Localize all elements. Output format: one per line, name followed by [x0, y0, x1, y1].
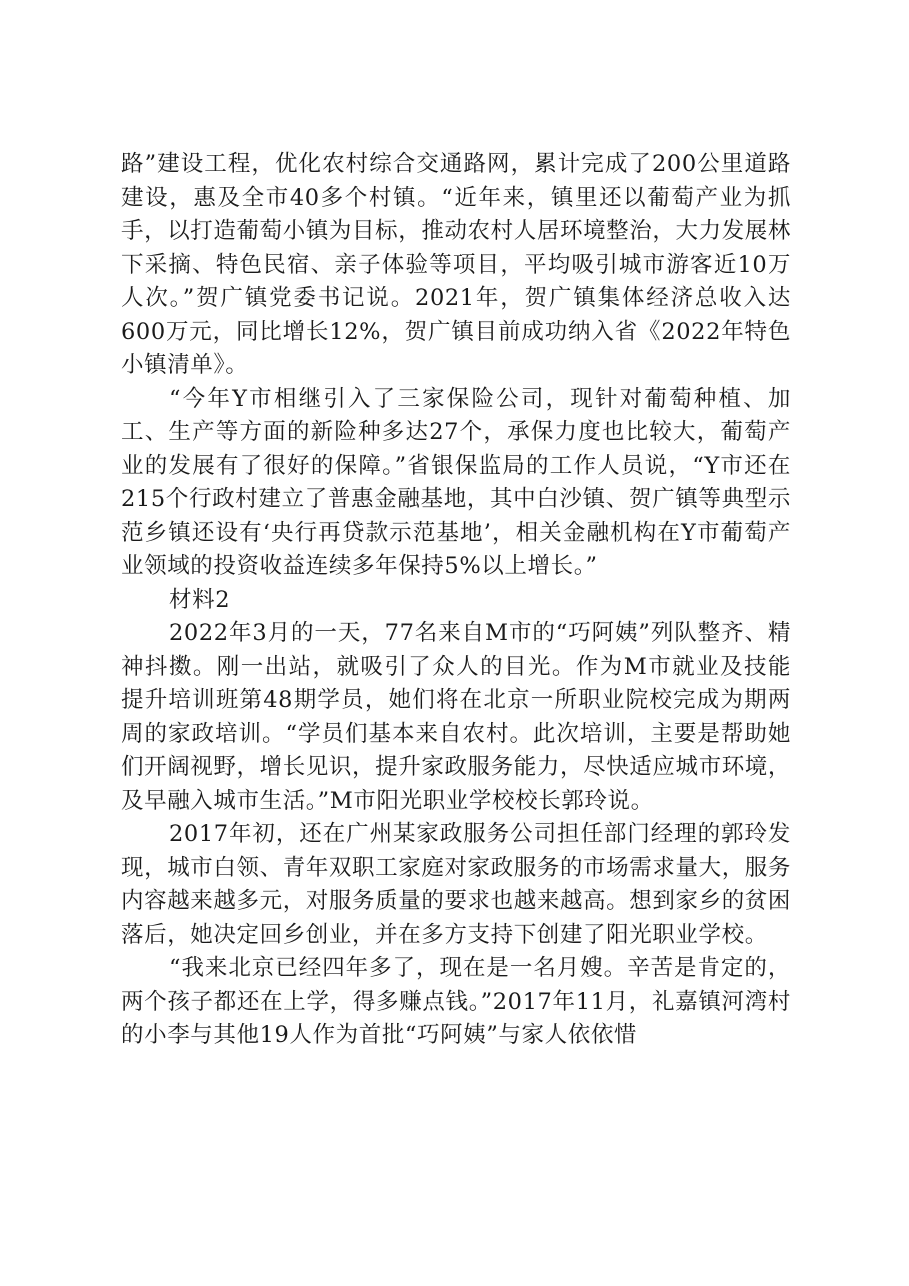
paragraph-guo-ling-startup: 2017年初，还在广州某家政服务公司担任部门经理的郭玲发现，城市白领、青年双职工家庭对家政服务的市场需求量大，服务内容越来越多元，对服务质量的要求也越来越高。想到家乡的贫困落后，她决定回乡创业，并在多方支持下创建了阳光职业学校。 [121, 821, 791, 948]
paragraph-insurance: “今年Y市相继引入了三家保险公司，现针对葡萄种植、加工、生产等方面的新险种多达27个，承保力度也比较大，葡萄产业的发展有了很好的保障。”省银保监局的工作人员说，“Y市还在215个行政村建立了普惠金融基地，其中白沙镇、贺广镇等典型示范乡镇还设有‘央行再贷款示范基地’，相关金融机构在Y市葡萄产业领域的投资收益连续多年保持5%以上增长。” [121, 385, 791, 579]
paragraph-xiao-li-quote: “我来北京已经四年多了，现在是一名月嫂。辛苦是肯定的，两个孩子都还在上学，得多赚点钱。”2017年11月，礼嘉镇河湾村的小李与其他19人作为首批“巧阿姨”与家人依依惜 [121, 955, 791, 1048]
paragraph-qiao-ayi-training: 2022年3月的一天，77名来自M市的“巧阿姨”列队整齐、精神抖擞。刚一出站，就吸引了众人的目光。作为M市就业及技能提升培训班第48期学员，她们将在北京一所职业院校完成为期两周的家政培训。“学员们基本来自农村。此次培训，主要是帮助她们开阔视野，增长见识，提升家政服务能力，尽快适应城市环境，及早融入城市生活。”M市阳光职业学校校长郭玲说。 [121, 620, 791, 814]
section-heading-material-2: 材料2 [169, 586, 231, 613]
paragraph-rural-roads: 路”建设工程，优化农村综合交通路网，累计完成了200公里道路建设，惠及全市40多个村镇。“近年来，镇里还以葡萄产业为抓手，以打造葡萄小镇为目标，推动农村人居环境整治，大力发展林下采摘、特色民宿、亲子体验等项目，平均吸引城市游客近10万人次。”贺广镇党委书记说。2021年，贺广镇集体经济总收入达600万元，同比增长12%，贺广镇目前成功纳入省《2022年特色小镇清单》。 [121, 151, 791, 378]
document-body [121, 148, 791, 1053]
